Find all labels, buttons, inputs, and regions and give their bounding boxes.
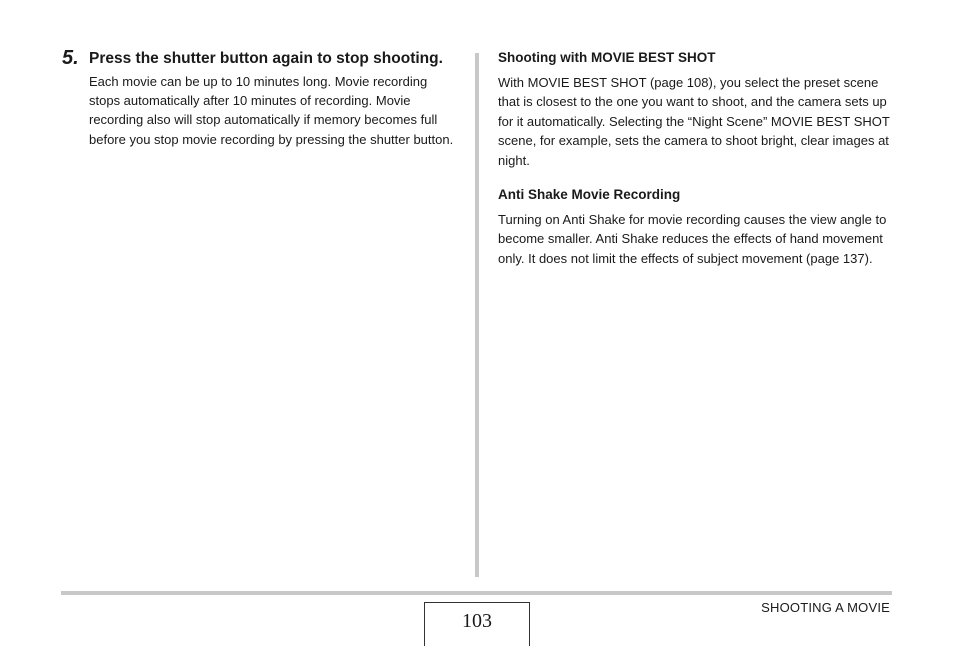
section-movie-best-shot bbox=[498, 49, 898, 170]
footer-rule bbox=[61, 591, 892, 595]
step-title: Press the shutter button again to stop shooting. bbox=[89, 50, 443, 67]
step-5 bbox=[62, 48, 462, 149]
column-divider bbox=[475, 53, 479, 577]
step-number: 5. bbox=[62, 47, 79, 69]
right-column bbox=[498, 49, 898, 268]
section-anti-shake bbox=[498, 186, 898, 268]
section-title: Anti Shake Movie Recording bbox=[498, 187, 681, 203]
section-body: Turning on Anti Shake for movie recording causes the view angle to become smaller. Anti Shake reduces the effects of hand movement only. It does not limit the effects of subject movement (page 137). bbox=[498, 212, 887, 266]
section-body: With MOVIE BEST SHOT (page 108), you select the preset scene that is closest to the one you want to shoot, and the camera sets up for it automatically. Selecting the “Night Scene” MOVIE BEST SHOT scene, for example, sets the camera to shoot bright, clear images at night. bbox=[498, 75, 890, 168]
page-number: 103 bbox=[424, 602, 530, 646]
section-title: Shooting with MOVIE BEST SHOT bbox=[498, 50, 716, 65]
chapter-label: SHOOTING A MOVIE bbox=[761, 600, 890, 615]
step-body: Each movie can be up to 10 minutes long. Movie recording stops automatically after 10 minutes of recording. Movie recording also will stop automatically if memory becomes full before you stop movie recording by pressing the shutter button. bbox=[89, 73, 454, 147]
